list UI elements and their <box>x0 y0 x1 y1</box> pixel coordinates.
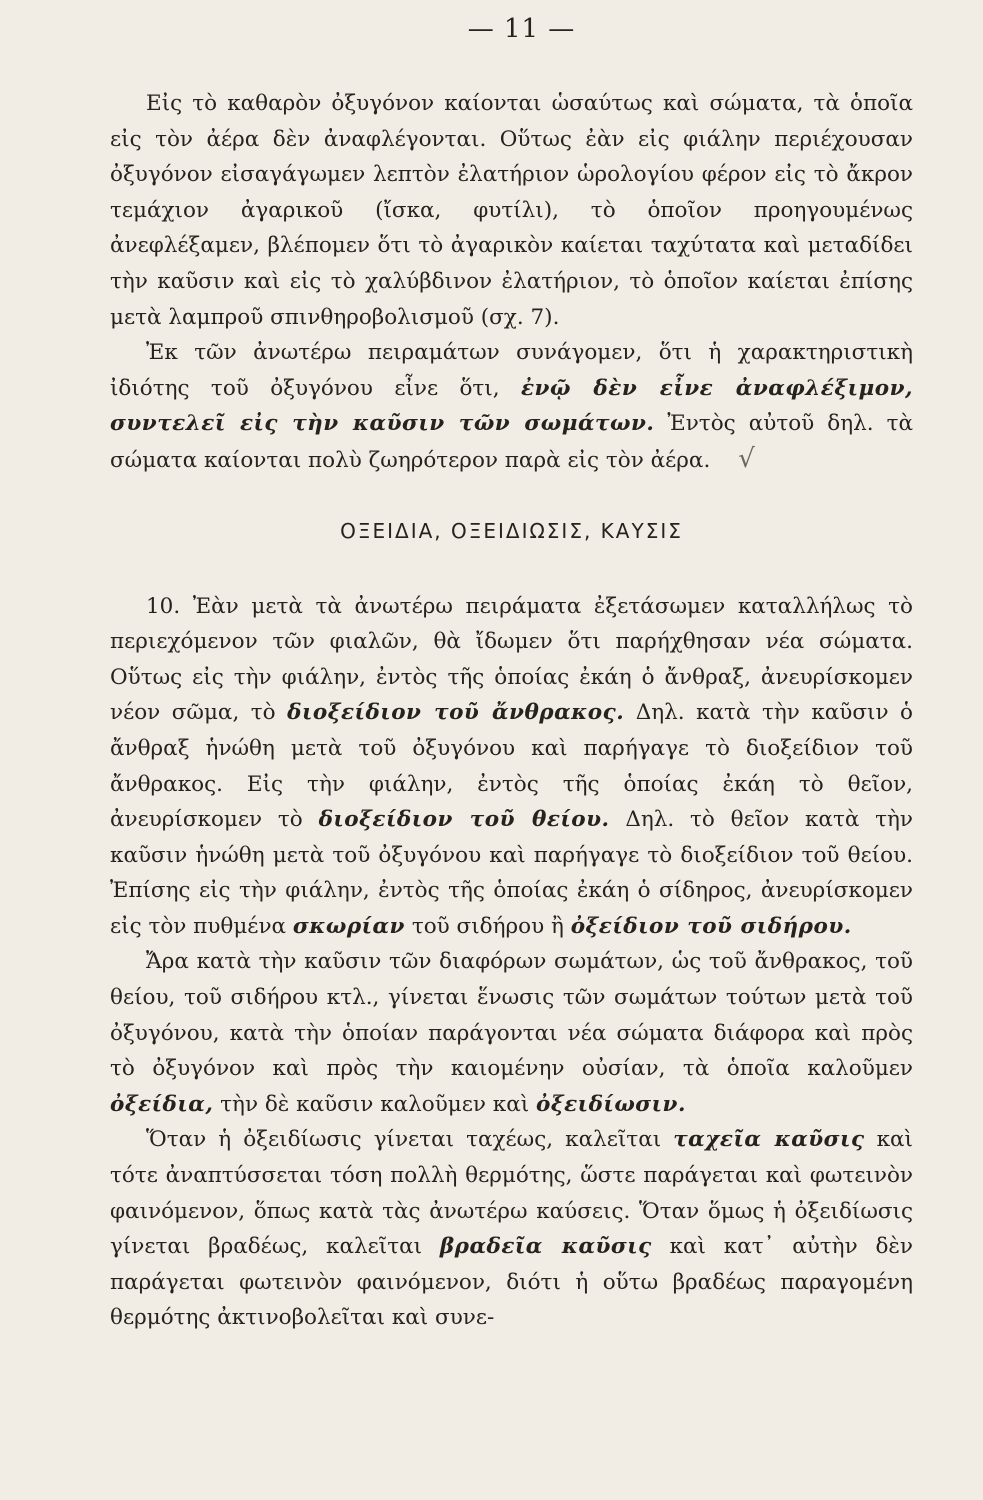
emphasis-term: ὀξείδια, <box>110 1091 214 1117</box>
text-run: 10. Ἐὰν μετὰ τὰ ἀνωτέρω πειράματα ἐξετάσωμεν καταλλήλως τὸ περιεχόμενον τῶν φιαλῶν, θὰ ἴδωμεν ὅτι παρήχθησαν νέα σώματα. Οὕτως εἰς τὴν φιάλην, ἐντὸς τῆς ὁποίας ἐκάη ὁ ἄνθραξ, ἀνευρίσκομεν νέον σῶμα, τὸ <box>110 593 913 726</box>
text-run: Ὅταν ἡ ὀξειδίωσις γίνεται ταχέως, καλεῖται <box>146 1127 674 1153</box>
emphasis-term: ταχεῖα καῦσις <box>673 1127 865 1153</box>
paragraph-oxygen-combustion <box>110 86 913 335</box>
emphasis-term: σκωρίαν <box>292 913 405 939</box>
text-run: Ἄρα κατὰ τὴν καῦσιν τῶν διαφόρων σωμάτων, ὡς τοῦ ἄνθρακος, τοῦ θείου, τοῦ σιδήρου κτλ., γίνεται ἕνωσις τῶν σωμάτων τούτων μετὰ τοῦ ὀξυγόνου, κατὰ τὴν ὁποίαν παράγονται νέα σώματα διάφορα καὶ πρὸς τὸ ὀξυγόνον καὶ πρὸς τὴν καιομένην οὐσίαν, τὰ ὁποῖα καλοῦμεν <box>110 949 913 1082</box>
paragraph-oxygen-property <box>110 335 913 478</box>
paragraph-fast-slow-combustion <box>110 1122 913 1336</box>
text-run: Δηλ. τὸ θεῖον κατὰ τὴν καῦσιν ἡνώθη μετὰ τοῦ ὀξυγόνου καὶ παρήγαγε τὸ διοξείδιον τοῦ θείου. Ἐπίσης εἰς τὴν φιάλην, ἐντὸς τῆς ὁποίας ἐκάη ὁ σίδηρος, ἀνευρίσκομεν εἰς τὸν πυθμένα <box>110 807 914 939</box>
section-heading: ΟΞΕΙΔΙΑ, ΟΞΕΙΔΙΩΣΙΣ, ΚΑΥΣΙΣ <box>340 518 683 543</box>
text-run: τοῦ σιδήρου ἢ <box>404 913 571 939</box>
emphasis-term: διοξείδιον τοῦ ἄνθρακος. <box>287 700 625 726</box>
text-run: Δηλ. κατὰ τὴν καῦσιν ὁ ἄνθραξ ἡνώθη μετὰ τοῦ ὀξυγόνου καὶ παρήγαγε τὸ διοξείδιον τοῦ ἄνθρακος. Εἰς τὴν φιάλην, ἐντὸς τῆς ὁποίας ἐκάη τὸ θεῖον, ἀνευρίσκομεν τὸ <box>110 700 913 833</box>
emphasis-term: ἐνῷ δὲν εἶνε ἀναφλέξιμον, συντελεῖ εἰς τὴν καῦσιν τῶν σωμάτων. <box>110 375 913 437</box>
emphasis-term: διοξείδιον τοῦ θείου. <box>318 807 610 833</box>
emphasis-term: ὀξείδιον τοῦ σιδήρου. <box>570 913 852 939</box>
text-run: Ἐντὸς αὐτοῦ δηλ. τὰ σώματα καίονται πολὺ ζωηρότερον παρὰ εἰς τὸν ἀέρα. <box>110 411 913 473</box>
page-number: — 11 — <box>467 14 576 44</box>
margin-check-mark: √ <box>738 443 755 474</box>
text-run: καὶ τότε ἀναπτύσσεται τόση πολλὴ θερμότης, ὥστε παράγεται καὶ φωτεινὸν φαινόμενον, ὅπως κατὰ τὰς ἀνωτέρω καύσεις. Ὅταν ὅμως ἡ ὀξειδίωσις γίνεται βραδέως, καλεῖται <box>110 1127 913 1260</box>
text-run: καὶ κατ᾿ αὐτὴν δὲν παράγεται φωτεινὸν φαινόμενον, διότι ἡ οὕτω βραδέως παραγομένη θερμότης ἀκτινοβολεῖται καὶ συνε- <box>110 1234 914 1331</box>
paragraph-oxidation-definition <box>110 944 913 1122</box>
text-run: τὴν δὲ καῦσιν καλοῦμεν καὶ <box>213 1091 537 1117</box>
text-run: Ἐκ τῶν ἀνωτέρω πειραμάτων συνάγομεν, ὅτι ἡ χαρακτηριστικὴ ἰδιότης τοῦ ὀξυγόνου εἶνε ὅτι, <box>110 340 913 401</box>
paragraph-10-oxides <box>110 589 913 945</box>
emphasis-term: βραδεῖα καῦσις <box>439 1234 652 1260</box>
emphasis-term: ὀξειδίωσιν. <box>536 1091 686 1117</box>
text-run: Εἰς τὸ καθαρὸν ὀξυγόνον καίονται ὡσαύτως καὶ σώματα, τὰ ὁποῖα εἰς τὸν ἀέρα δὲν ἀναφλέγονται. Οὕτως ἐὰν εἰς φιάλην περιέχουσαν ὀξυγόνον εἰσαγάγωμεν λεπτὸν ἐλατήριον ὡρολογίου φέρον εἰς τὸ ἄκρον τεμάχιον ἀγαρικοῦ (ἴσκα, φυτίλι), τὸ ὁποῖον προηγουμένως ἀνεφλέξαμεν, βλέπομεν ὅτι τὸ ἀγαρικὸν καίεται ταχύτατα καὶ μεταδίδει τὴν καῦσιν καὶ εἰς τὸ χαλύβδινον ἐλατήριον, τὸ ὁποῖον καίεται ἐπίσης μετὰ λαμπροῦ σπινθηροβολισμοῦ (σχ. 7). <box>110 91 913 330</box>
